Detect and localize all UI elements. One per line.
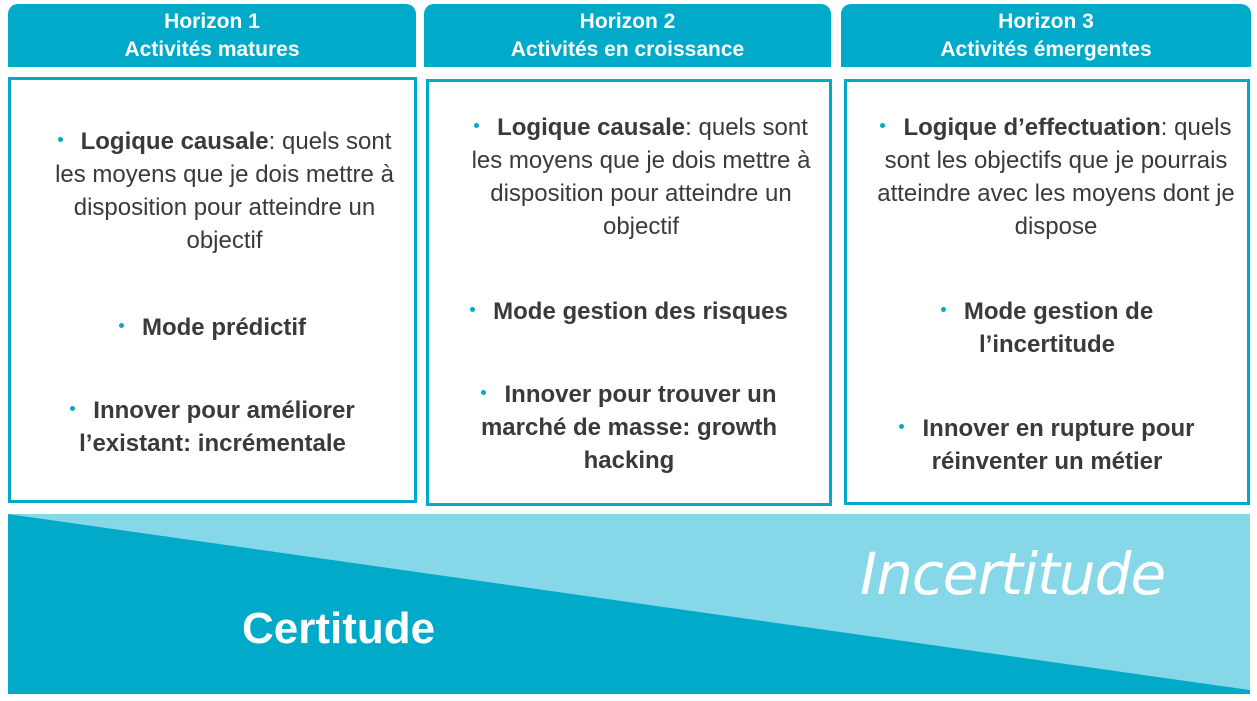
item-rest: : quels sont les objectifs que je pourrais atteindre avec les moyens dont je dispose	[877, 114, 1235, 240]
item-strong: Innover en rupture pour réinventer un métier	[922, 415, 1195, 475]
horizon-3-title: Horizon 3	[998, 9, 1094, 33]
item-strong: Innover pour trouver un marché de masse: growth hacking	[480, 381, 778, 474]
item-strong: Mode prédictif	[141, 314, 306, 341]
item-rest: : quels sont les moyens que je dois mettre à disposition pour atteindre un objectif	[55, 128, 394, 254]
item-strong: Innover pour améliorer l’existant: incrémentale	[79, 397, 355, 457]
horizon-1-subtitle: Activités matures	[124, 37, 300, 61]
certitude-label: Certitude	[242, 604, 436, 653]
horizon-2-title: Horizon 2	[579, 9, 676, 33]
horizon-2-subtitle: Activités en croissance	[510, 37, 745, 61]
item-strong: Logique causale	[80, 128, 269, 155]
item-strong: Logique causale	[497, 114, 686, 141]
item-rest: : quels sont les moyens que je dois mettre à disposition pour atteindre un objectif	[471, 114, 811, 240]
item-strong: Logique d’effectuation	[903, 114, 1161, 141]
incertitude-label: Incertitude	[860, 540, 1166, 608]
item-strong: Mode gestion de l’incertitude	[963, 298, 1154, 358]
item-strong: Mode gestion des risques	[493, 298, 788, 325]
horizon-3-subtitle: Activités émergentes	[940, 37, 1152, 61]
horizon-1-title: Horizon 1	[164, 9, 260, 33]
